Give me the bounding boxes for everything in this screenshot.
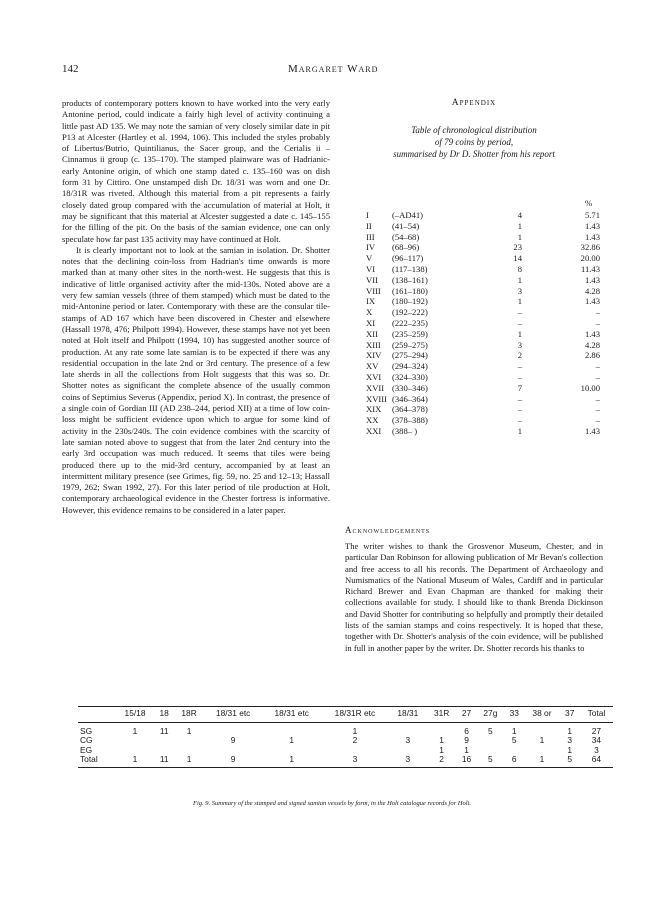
percent-cell: 1.43 (584, 220, 600, 231)
stamp-cell (154, 736, 174, 746)
period-cell: I (366, 210, 369, 220)
stamp-cell (116, 736, 154, 746)
dates-cell: (68–96) (392, 242, 420, 253)
left-column (62, 98, 330, 516)
count-cell: 23 (513, 242, 522, 253)
count-cell: – (517, 361, 522, 372)
stamp-cell: 1 (132, 725, 138, 736)
dates-cell: (192–222) (392, 307, 428, 318)
stamp-row-label: CG (80, 735, 93, 745)
percent-cell: 1.43 (584, 328, 600, 339)
percent-cell: – (595, 404, 600, 415)
count-cell: – (517, 415, 522, 426)
stamp-column-header: 27 (461, 708, 472, 718)
dates-cell: (161–180) (392, 285, 428, 296)
dates-cell: (180–192) (392, 296, 428, 307)
stamp-cell: 5 (560, 755, 580, 767)
stamp-cell: 1 (439, 744, 444, 755)
stamp-cell (524, 722, 559, 736)
stamp-cell: 3 (389, 755, 427, 767)
figure-caption: Fig. 9. Summary of the stamped and signed samian vessels by form, in the Holt catalogue records for Holt. (193, 800, 471, 807)
caption-line-2: of 79 coins by period, (434, 137, 514, 147)
dates-cell: (54–68) (392, 231, 420, 242)
dates-cell: (294–324) (392, 361, 428, 372)
acknowledgements-text (345, 541, 603, 654)
stamp-cell: 1 (539, 735, 545, 745)
dates-cell: (235–259) (392, 328, 428, 339)
count-cell: 2 (517, 350, 522, 361)
stamp-cell: 1 (186, 725, 192, 736)
stamp-cell: 1 (116, 755, 154, 767)
stamp-cell: 5 (477, 755, 504, 767)
percent-cell: 20.00 (580, 253, 600, 264)
stamp-cell: 2 (352, 735, 358, 745)
dates-cell: (364–378) (392, 404, 428, 415)
percent-cell: – (595, 371, 600, 382)
stamp-cell (427, 722, 457, 736)
stamp-cell: 1 (464, 744, 469, 755)
count-cell: 1 (517, 274, 522, 285)
percent-cell: – (595, 307, 600, 318)
stamp-cell (262, 722, 321, 736)
stamp-cell: 5 (511, 735, 517, 745)
stamp-cell: 64 (580, 755, 613, 767)
stamp-row-label: EG (80, 744, 93, 755)
stamp-cell: 6 (464, 725, 469, 736)
count-cell: 4 (517, 210, 522, 220)
coin-table-row (366, 361, 600, 372)
stamp-column-header: 18 (159, 708, 169, 718)
count-cell: 3 (517, 339, 522, 350)
count-cell: – (517, 371, 522, 382)
stamp-cell: 1 (352, 725, 358, 736)
stamp-table-row (78, 755, 613, 767)
period-cell: X (366, 307, 373, 318)
stamp-column-header: 27g (483, 708, 498, 718)
dates-cell: (259–275) (392, 339, 428, 350)
percent-cell: 2.86 (584, 350, 600, 361)
period-cell: VI (366, 263, 376, 274)
stamp-cell: 34 (591, 735, 602, 745)
percent-cell: 1.43 (584, 296, 600, 307)
stamp-cell: 1 (289, 735, 295, 745)
coin-table-row (366, 426, 600, 437)
left-paragraph-1: products of contemporary potters known to have worked into the very early Antonine period, could indicate a fairly high level of activity continuing a little past AD 135. We may note the samian of very closely similar date in pit P13 at Alcester (Hartley et al. 1994, 106). This included the styles probably of Libertus/Butrio, Quintilianus, the Sacer group, and the Cerialis ii – Cinnamus ii group (c. 135–170). The stamped plainware was of Hadrianic-early Antonine origin, of which one stamp dated c. 135–160 was on dish form 31 by Cittiro. One unstamped dish Dr. 18/31 was worn and one Dr. 18/31R was riveted. Although this material from a pit represents a fairly closely dated group compared with the accumulation of material at Holt, it may be significant that this material at Alcester suggested a date c. 145–155 for the filling of the pit. On the basis of the samian evidence, one can only speculate how far past 135 activity may have continued at Holt. (62, 98, 330, 244)
dates-cell: (41–54) (392, 220, 420, 231)
count-cell: 1 (517, 231, 522, 242)
coin-table-row (366, 221, 600, 232)
caption-line-3: summarised by Dr D. Shotter from his report (393, 149, 555, 159)
percent-cell: 11.43 (580, 263, 600, 274)
acknowledgements-paragraph: The writer wishes to thank the Grosvenor Museum, Chester, and in particular Dan Robinson for allowing publication of Mr Bevan's collection and free access to all his records. The Department of Archaeology and Numismatics of the National Museum of Wales, Cardiff and in particular Richard Brewer and Evan Chapman are thanked for making their collections available for study. I should like to thank Brenda Dickinson and David Shotter for contributing so helpfully and promptly their detailed lists of the samian stamps and coins respectively. It is hoped that these, together with Dr. Shotter's analysis of the coin evidence, will be published in full in another paper by the writer. Dr. Shotter records his thanks to (345, 541, 603, 653)
period-cell: IV (366, 242, 376, 253)
count-cell: 1 (517, 296, 522, 307)
coin-table-row (366, 264, 600, 275)
stamp-column-header: 18/31 etc (215, 708, 251, 718)
dates-cell: (378–388) (392, 415, 428, 426)
stamp-column-header: 18/31 etc (274, 708, 309, 718)
coin-table-row (366, 329, 600, 340)
dates-cell: (96–117) (392, 253, 424, 264)
stamp-cell: 3 (567, 735, 573, 745)
stamp-column-header: 38 or (532, 708, 552, 718)
percent-cell: 1.43 (584, 274, 600, 285)
stamp-column-header: 37 (565, 708, 575, 718)
percent-cell: 1.43 (584, 231, 600, 242)
period-cell: VII (366, 274, 378, 285)
period-cell: XI (366, 317, 376, 328)
stamp-cell: 1 (262, 755, 321, 767)
stamp-row-label: SG (80, 725, 93, 736)
stamp-table-row (78, 722, 613, 736)
stamp-column-header: 33 (509, 708, 519, 718)
stamp-column-header: 31R (433, 708, 450, 718)
stamp-cell: 1 (567, 744, 573, 755)
stamp-cell: 3 (405, 735, 411, 745)
stamp-cell: 11 (159, 725, 169, 736)
stamp-column-header (78, 707, 116, 723)
stamp-cell: 11 (154, 755, 174, 767)
stamp-cell (174, 736, 204, 746)
coin-table-row (366, 318, 600, 329)
period-cell: XIV (366, 350, 382, 361)
stamp-cell: 3 (594, 744, 599, 755)
stamp-cell (389, 722, 427, 736)
count-cell: – (517, 393, 522, 404)
period-cell: XXI (366, 425, 382, 436)
stamp-cell: 9 (230, 735, 236, 745)
count-cell: – (517, 307, 522, 318)
dates-cell: (–AD41) (392, 210, 424, 220)
samian-stamp-table (78, 706, 613, 768)
percent-cell: – (595, 317, 600, 328)
dates-cell: (222–235) (392, 317, 428, 328)
period-cell: XVI (366, 371, 382, 382)
appendix-heading: Appendix (451, 98, 497, 108)
count-cell: 8 (517, 263, 522, 274)
page-number: 142 (62, 63, 79, 75)
stamp-column-header: 18R (181, 708, 197, 718)
coin-table-row (366, 286, 600, 297)
count-cell: 7 (517, 382, 522, 393)
stamp-row-label: Total (78, 755, 116, 767)
dates-cell: (330–346) (392, 382, 428, 393)
acknowledgements-heading: Acknowledgements (345, 525, 431, 535)
period-cell: XII (366, 328, 378, 339)
stamp-column-header: Total (587, 708, 606, 718)
period-cell: IX (366, 296, 376, 307)
stamp-cell (204, 722, 263, 736)
period-cell: XIII (366, 339, 381, 350)
count-cell: 1 (517, 425, 522, 436)
period-cell: XVII (366, 382, 385, 393)
period-cell: III (366, 231, 375, 242)
stamp-cell: 9 (204, 755, 263, 767)
coin-table-row (366, 253, 600, 264)
stamp-cell: 1 (439, 735, 444, 745)
period-cell: II (366, 220, 372, 231)
count-cell: – (517, 317, 522, 328)
percent-cell: 10.00 (580, 382, 600, 393)
stamp-cell: 1 (567, 725, 573, 736)
count-cell: – (517, 404, 522, 415)
period-cell: VIII (366, 285, 381, 296)
coin-table-row (366, 210, 600, 221)
coin-table-row (366, 415, 600, 426)
percent-cell: 32.86 (580, 242, 600, 253)
dates-cell: (275–294) (392, 350, 428, 361)
percent-cell: 5.71 (584, 210, 600, 220)
stamp-cell: 5 (488, 725, 493, 736)
percent-cell: 4.28 (584, 339, 600, 350)
coin-table-row (366, 350, 600, 361)
coin-table-row (366, 307, 600, 318)
stamp-column-header: 18/31R etc (334, 708, 376, 718)
percent-cell: – (595, 393, 600, 404)
percent-cell: – (595, 415, 600, 426)
dates-cell: (346–364) (392, 393, 428, 404)
caption-line-1: Table of chronological distribution (411, 125, 537, 135)
count-cell: 1 (517, 220, 522, 231)
period-cell: V (366, 253, 373, 264)
coin-table-row (366, 394, 600, 405)
coin-table-row (366, 296, 600, 307)
count-cell: 3 (517, 285, 522, 296)
stamp-cell: 27 (591, 725, 602, 736)
dates-cell: (138–161) (392, 274, 428, 285)
count-cell: 14 (513, 253, 522, 264)
coin-table-caption (345, 124, 603, 160)
coin-table-row (366, 372, 600, 383)
stamp-cell: 1 (524, 755, 559, 767)
coin-table-row (366, 275, 600, 286)
stamp-cell: 6 (504, 755, 524, 767)
stamp-cell: 1 (174, 755, 204, 767)
stamp-cell: 9 (464, 735, 469, 745)
stamp-table-row (78, 746, 613, 756)
count-cell: 1 (517, 328, 522, 339)
percent-header: % (585, 198, 593, 208)
percent-cell: – (595, 361, 600, 372)
coin-table-row (366, 242, 600, 253)
stamp-cell: 3 (321, 755, 389, 767)
period-cell: XIX (366, 404, 382, 415)
left-paragraph-2: It is clearly important not to look at the samian in isolation. Dr. Shotter notes that the declining coin-loss from Hadrian's time onwards is more marked than at many other sites in the north-west. He suggests that this is indicative of little organised activity after the mid-130s. Noted above are a very few samian vessels (three of them stamped) which must be dated to the mid-Antonine period or later. Contemporary with these are the consular tile-stamps of AD 167 which have been discovered in Chester and elsewhere (Hassall 1978, 476; Philpott 1994). However, these stamps have not yet been noted at Holt itself and Philpott (1994, 10) has suggested another source of production. At any rate some late samian is to be expected if there was any residential occupation in the late 2nd or 3rd century. The presence of a few late sherds in all the collections from Holt suggests that this was so. Dr. Shotter notes as significant the complete absence of the usually common coins of Septimius Severus (Appendix, period X). In contrast, the presence of a single coin of Gordian III (AD 238–244, period XII) at a time of low coin-loss might be sufficient evidence upon which to argue for some kind of activity in the 230s/240s. The coin evidence combines with the scarcity of late samian noted above to suggest that from the later 2nd century into the early 3rd occupation was much reduced. It seems that tiles were being produced there up to the mid-3rd century, accompanied by at least an intermittent military presence (see Grimes, fig. 59, no. 25 and 12–13; Hassall 1979, 262; Swan 1992, 27). For this later period of tile production at Holt, contemporary archaeological evidence in the Chester fortress is informative. However, this evidence remains to be considered in a later paper. (62, 244, 330, 515)
coin-table-row (366, 340, 600, 351)
period-cell: XX (366, 415, 379, 426)
dates-cell: (388– ) (392, 425, 418, 436)
running-title: Margaret Ward (288, 63, 379, 75)
stamp-cell: 16 (456, 755, 476, 767)
coin-distribution-table (366, 210, 600, 437)
stamp-column-header: 15/18 (124, 708, 146, 718)
period-cell: XVIII (366, 393, 387, 404)
stamp-cell: 1 (511, 725, 517, 736)
dates-cell: (117–138) (392, 263, 428, 274)
stamp-cell (477, 736, 504, 746)
coin-table-row (366, 383, 600, 394)
coin-table-row (366, 232, 600, 243)
percent-cell: 1.43 (584, 425, 600, 436)
stamp-column-header: 18/31 (397, 708, 419, 718)
stamp-cell: 2 (427, 755, 457, 767)
coin-table-row (366, 404, 600, 415)
stamp-table-row (78, 736, 613, 746)
dates-cell: (324–330) (392, 371, 428, 382)
percent-cell: 4.28 (584, 285, 600, 296)
period-cell: XV (366, 361, 379, 372)
